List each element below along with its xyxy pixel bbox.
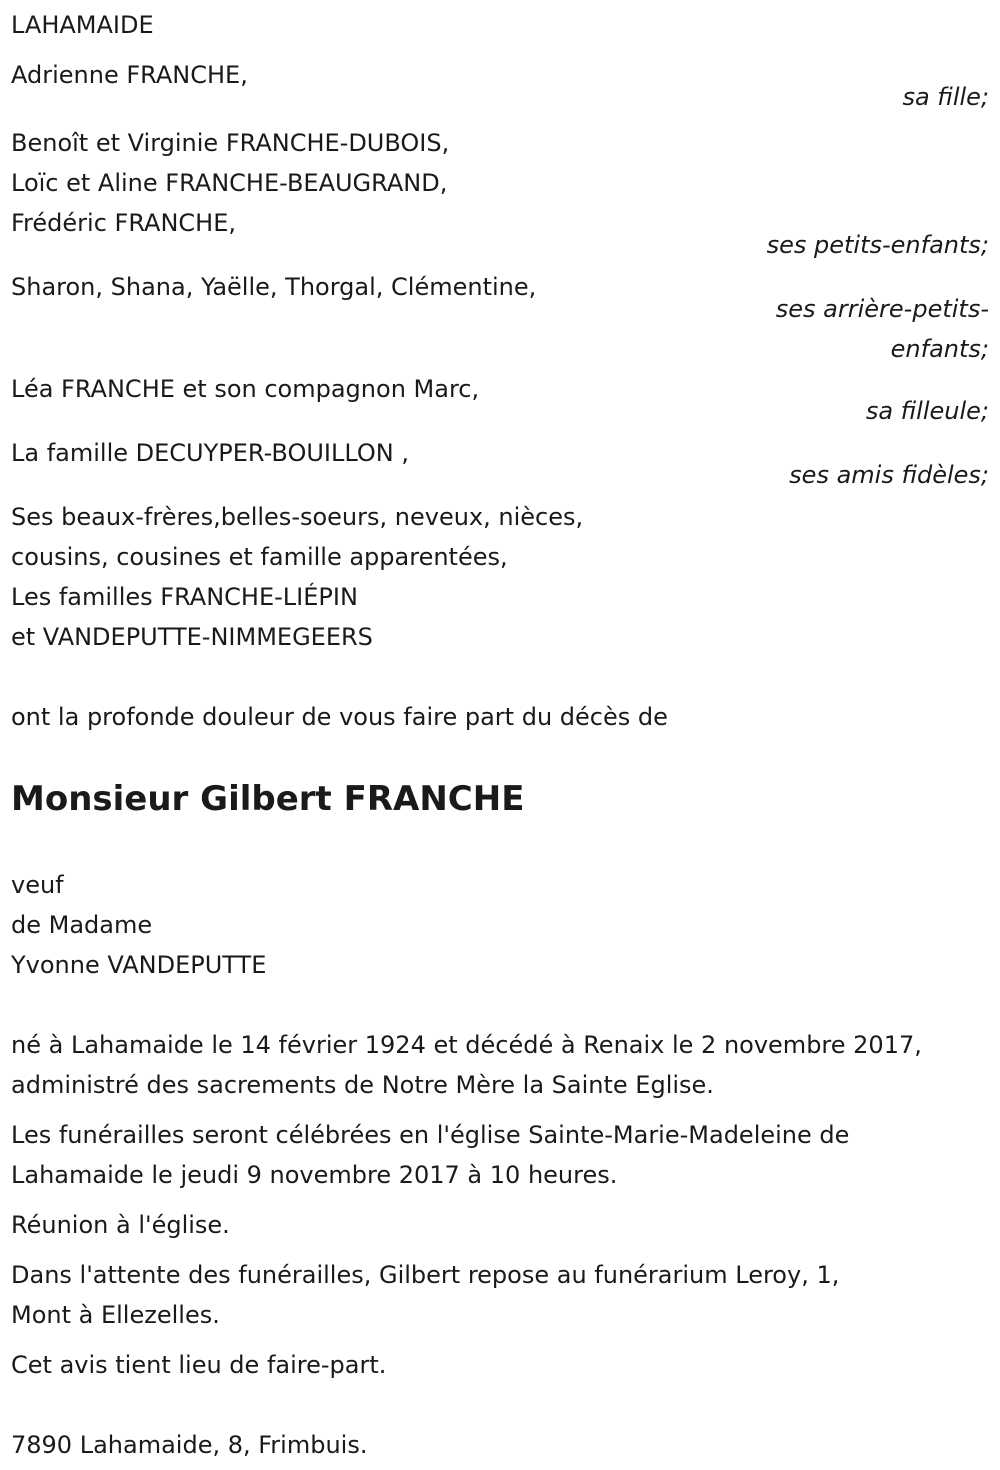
friends-line: La famille DECUYPER-BOUILLON , xyxy=(11,439,409,467)
grandchild-line: Frédéric FRANCHE, xyxy=(11,209,236,237)
address-line: 7890 Lahamaide, 8, Frimbuis. xyxy=(11,1431,368,1459)
great-grandchildren-role: ses arrière-petits- xyxy=(775,295,989,323)
relatives-line: Les familles FRANCHE-LIÉPIN xyxy=(11,583,358,611)
relatives-line: cousins, cousines et famille apparentées, xyxy=(11,543,508,571)
place-heading: LAHAMAIDE xyxy=(11,11,154,39)
announcement-text: ont la profonde douleur de vous faire part du décès de xyxy=(11,703,668,731)
spouse-line: veuf xyxy=(11,871,64,899)
daughter-name: Adrienne FRANCHE, xyxy=(11,61,248,89)
notice-line: Cet avis tient lieu de faire-part. xyxy=(11,1351,387,1379)
goddaughter-line: Léa FRANCHE et son compagnon Marc, xyxy=(11,375,480,403)
grandchild-line: Loïc et Aline FRANCHE-BEAUGRAND, xyxy=(11,169,448,197)
spouse-line: Yvonne VANDEPUTTE xyxy=(11,951,267,979)
relatives-line: et VANDEPUTTE-NIMMEGEERS xyxy=(11,623,373,651)
sacraments-line: administré des sacrements de Notre Mère la Sainte Eglise. xyxy=(11,1071,714,1099)
rest-line: Dans l'attente des funérailles, Gilbert repose au funérarium Leroy, 1, xyxy=(11,1261,840,1289)
funeral-line: Les funérailles seront célébrées en l'église Sainte-Marie-Madeleine de xyxy=(11,1121,850,1149)
meeting-line: Réunion à l'église. xyxy=(11,1211,230,1239)
friends-role: ses amis fidèles; xyxy=(789,461,989,489)
goddaughter-role: sa filleule; xyxy=(865,397,989,425)
rest-line: Mont à Ellezelles. xyxy=(11,1301,220,1329)
daughter-role: sa fille; xyxy=(902,83,989,111)
grandchild-line: Benoît et Virginie FRANCHE-DUBOIS, xyxy=(11,129,450,157)
grandchildren-role: ses petits-enfants; xyxy=(766,231,989,259)
great-grandchildren-role-cont: enfants; xyxy=(890,335,989,363)
relatives-line: Ses beaux-frères,belles-soeurs, neveux, nièces, xyxy=(11,503,584,531)
deceased-name: Monsieur Gilbert FRANCHE xyxy=(11,779,525,819)
funeral-line: Lahamaide le jeudi 9 novembre 2017 à 10 heures. xyxy=(11,1161,618,1189)
spouse-line: de Madame xyxy=(11,911,153,939)
great-grandchildren-line: Sharon, Shana, Yaëlle, Thorgal, Clémentine, xyxy=(11,273,537,301)
birth-death-line: né à Lahamaide le 14 février 1924 et décédé à Renaix le 2 novembre 2017, xyxy=(11,1031,922,1059)
obituary-notice xyxy=(11,5,991,1465)
